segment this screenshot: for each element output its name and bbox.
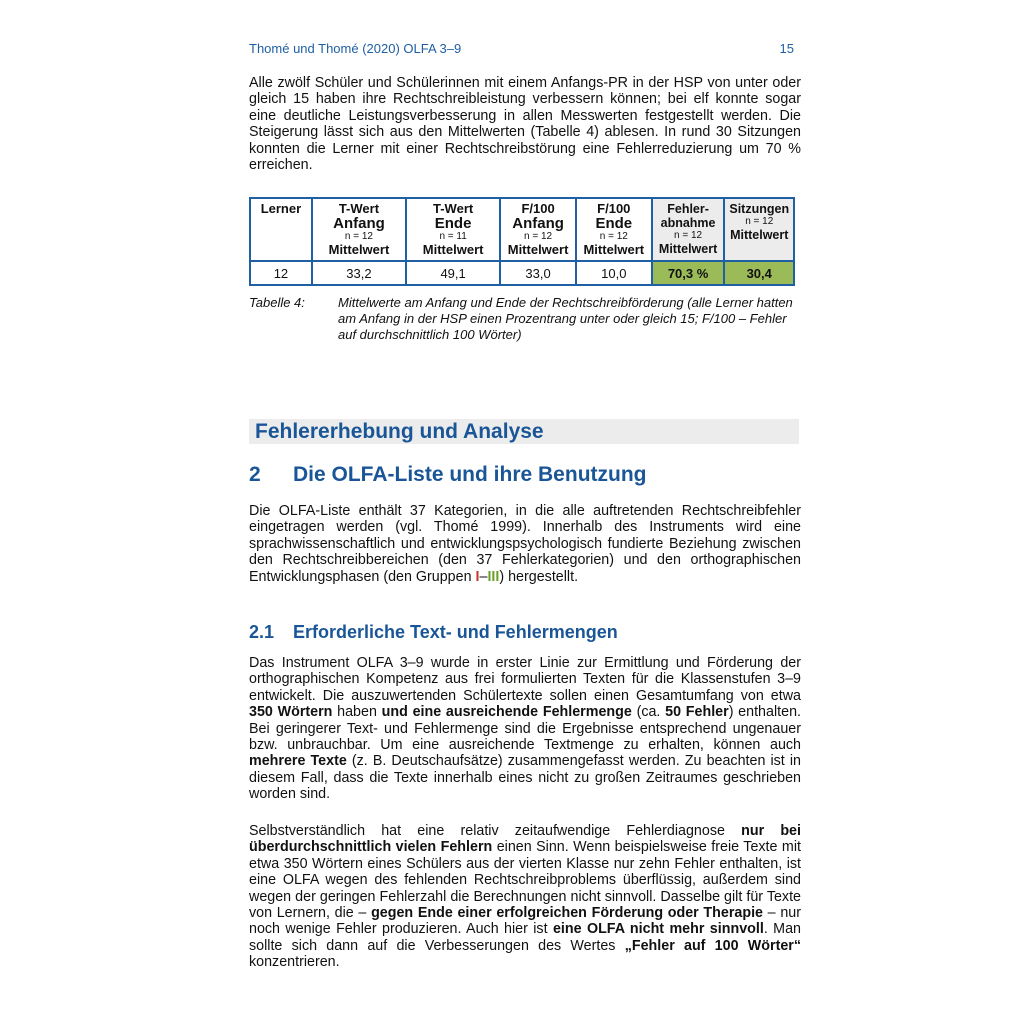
paragraph-error-diagnosis: Selbstverständlich hat eine relativ zeitaufwendige Fehlerdiagnose nur bei überdurchschnittlich vielen Fehlern einen Sinn. Wenn beispielsweise freie Texte mit etwa 350 Wörtern eines Schülers aus der vierten Klasse nur zehn Fehler enthalten, ist eine OLFA wegen des fehlenden Rechtschreibproblems überflüssig, außerdem sind wegen der geringen Fehlerzahl die Berechnungen nicht sinnvoll. Dasselbe gilt für Texte von Lernern, die – gegen Ende einer erfolgreichen Förderung oder Therapie – nur noch wenige Fehler produzieren. Auch hier ist eine OLFA nicht mehr sinnvoll. Man sollte sich dann auf die Verbesserungen des Wertes „Fehler auf 100 Wörter“ konzentrieren.	[249, 823, 801, 971]
section-number: 2	[249, 463, 261, 486]
table-caption	[249, 295, 801, 343]
section-banner: Fehlererhebung und Analyse	[249, 419, 799, 444]
cell-f100-anfang: 33,0	[500, 261, 576, 285]
table-row	[250, 261, 794, 285]
subsection-title: Erforderliche Text- und Fehlermengen	[293, 622, 618, 642]
th-t-wert-anfang: T-Wert Anfang n = 12 Mittelwert	[312, 198, 406, 261]
cell-lerner: 12	[250, 261, 312, 285]
th-lerner: Lerner	[250, 198, 312, 261]
section-title: Die OLFA-Liste und ihre Benutzung	[293, 463, 647, 486]
th-sitzungen: Sitzungen n = 12 Mittelwert	[724, 198, 794, 261]
th-t-wert-ende: T-Wert Ende n = 11 Mittelwert	[406, 198, 500, 261]
group-i-label: I	[475, 568, 480, 585]
running-title: Thomé und Thomé (2020) OLFA 3–9	[249, 41, 462, 56]
cell-sitzungen: 30,4	[724, 261, 794, 285]
results-table	[249, 197, 795, 286]
subsection-heading	[249, 622, 618, 643]
running-header	[249, 41, 794, 56]
paragraph-text-amounts: Das Instrument OLFA 3–9 wurde in erster Linie zur Ermittlung und Förderung der orthographischen Kompetenz aus frei formulierten Texten für die Klassenstufen 3–9 entwickelt. Die auszuwertenden Schülertexte sollen einen Gesamtumfang von etwa 350 Wörtern haben und eine ausreichende Fehlermenge (ca. 50 Fehler) enthalten. Bei geringerer Text- und Fehlermenge sind die Ergebnisse entsprechend ungenauer bzw. unbrauchbar. Um eine ausreichende Textmenge zu erhalten, können auch mehrere Texte (z. B. Deutschaufsätze) zusammengefasst werden. Zu beachten ist in diesem Fall, dass die Texte innerhalb eines nicht zu großen Zeitraumes geschrieben worden sind.	[249, 655, 801, 803]
section-heading	[249, 463, 647, 487]
group-iii-label: III	[487, 568, 500, 585]
cell-f100-ende: 10,0	[576, 261, 652, 285]
th-f100-ende: F/100 Ende n = 12 Mittelwert	[576, 198, 652, 261]
cell-t-wert-anfang: 33,2	[312, 261, 406, 285]
page-number: 15	[779, 41, 794, 56]
cell-t-wert-ende: 49,1	[406, 261, 500, 285]
th-f100-anfang: F/100 Anfang n = 12 Mittelwert	[500, 198, 576, 261]
cell-fehlerabnahme: 70,3 %	[652, 261, 725, 285]
caption-label: Tabelle 4:	[249, 295, 305, 310]
subsection-number: 2.1	[249, 622, 275, 642]
paragraph-olfa-list: Die OLFA-Liste enthält 37 Kategorien, in die alle auftretenden Rechtschreibfehler eingetragen werden (vgl. Thomé 1999). Innerhalb des Instruments wird eine sprachwissenschaftlich und entwicklungspsychologisch fundierte Beziehung zwischen den Rechtschreibbereichen (den 37 Fehlerkategorien) und den orthographischen Entwicklungsphasen (den Gruppen I–III) hergestellt.	[249, 503, 801, 585]
caption-text: Mittelwerte am Anfang und Ende der Rechtschreibförderung (alle Lerner hatten am Anfang in der HSP einen Prozentrang unter oder gleich 15; F/100 – Fehler auf durchschnittlich 100 Wörter)	[338, 295, 793, 342]
paragraph-results: Alle zwölf Schüler und Schülerinnen mit einem Anfangs-PR in der HSP von unter oder gleich 15 haben ihre Rechtschreibleistung verbessern können; bei elf konnte sogar eine deutliche Leistungsverbesserung in allen Messwerten festgestellt werden. Die Steigerung lässt sich aus den Mittelwerten (Tabelle 4) ablesen. In rund 30 Sitzungen konnten die Lerner mit einer Rechtschreibstörung eine Fehlerreduzierung um 70 % erreichen.	[249, 75, 801, 174]
th-fehlerabnahme: Fehler- abnahme n = 12 Mittelwert	[652, 198, 725, 261]
table-header-row	[250, 198, 794, 261]
